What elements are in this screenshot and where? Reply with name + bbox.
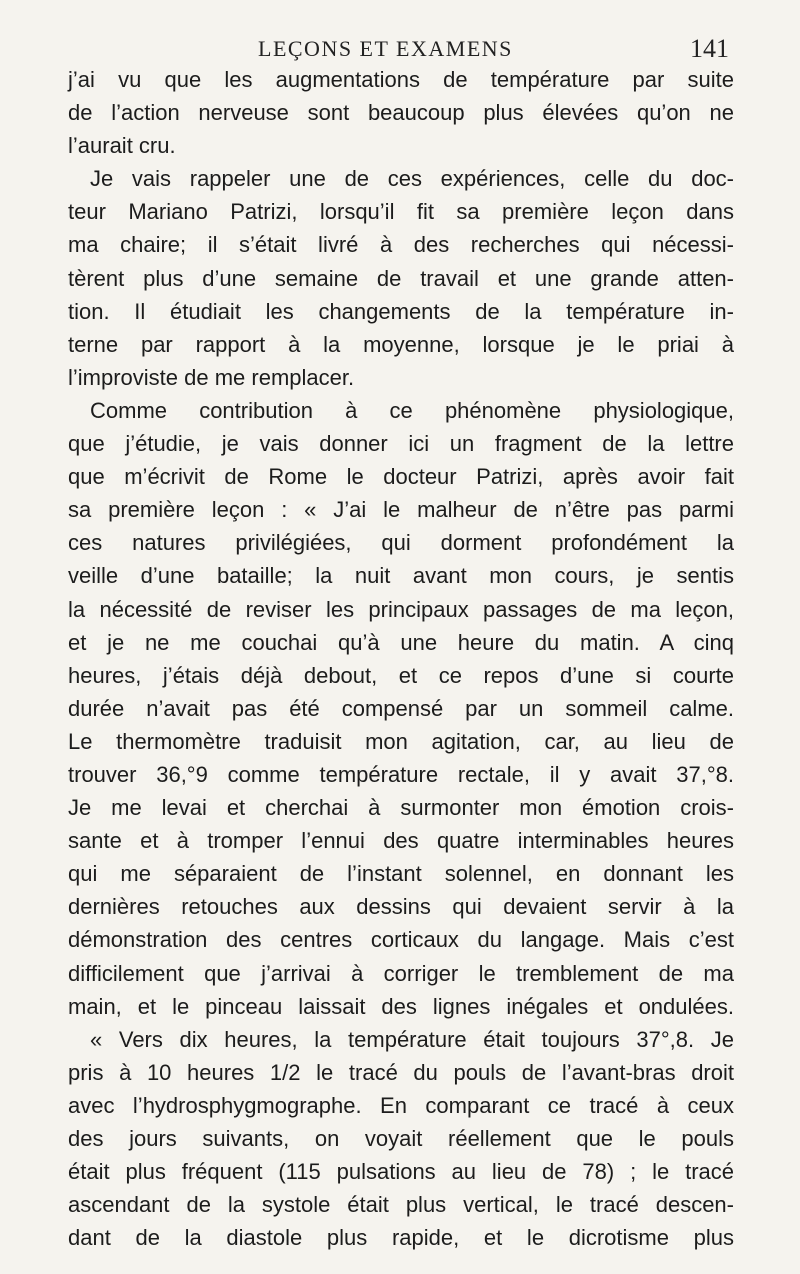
- text-line: main, et le pinceau laissait des lignes inégales et ondulées.: [68, 993, 734, 1019]
- text-line: trouver 36,°9 comme température rectale, il y avait 37,°8.: [68, 761, 734, 787]
- text-line: la nécessité de reviser les principaux passages de ma leçon,: [68, 596, 734, 622]
- text-line: sa première leçon : « J’ai le malheur de n’être pas parmi: [68, 497, 734, 523]
- text-line: difficilement que j’arrivai à corriger le tremblement de ma: [68, 960, 734, 986]
- text-line: ascendant de la systole était plus vertical, le tracé descen-: [68, 1192, 734, 1218]
- text-line: durée n’avait pas été compensé par un sommeil calme.: [68, 695, 734, 721]
- text-line: heures, j’étais déjà debout, et ce repos d’une si courte: [68, 662, 734, 688]
- page-number: 141: [690, 34, 729, 63]
- text-line: l’improviste de me remplacer.: [68, 364, 355, 390]
- text-line: teur Mariano Patrizi, lorsqu’il fit sa première leçon dans: [68, 199, 734, 225]
- text-line: Je me levai et cherchai à surmonter mon émotion crois-: [68, 795, 734, 821]
- body-text: [68, 63, 734, 1254]
- text-line: et je ne me couchai qu’à une heure du matin. A cinq: [68, 629, 734, 655]
- text-line: que m’écrivit de Rome le docteur Patrizi, après avoir fait: [68, 464, 734, 490]
- text-line: que j’étudie, je vais donner ici un fragment de la lettre: [68, 431, 734, 457]
- text-line: ma chaire; il s’était livré à des recherches qui nécessi-: [68, 232, 734, 258]
- running-head: [0, 36, 800, 66]
- text-line: Je vais rappeler une de ces expériences, celle du doc-: [90, 166, 734, 192]
- text-line: était plus fréquent (115 pulsations au lieu de 78) ; le tracé: [68, 1159, 734, 1185]
- text-line: dant de la diastole plus rapide, et le dicrotisme plus: [68, 1225, 734, 1251]
- text-line: tèrent plus d’une semaine de travail et une grande atten-: [68, 265, 734, 291]
- text-line: terne par rapport à la moyenne, lorsque je le priai à: [68, 331, 734, 357]
- text-line: tion. Il étudiait les changements de la température in-: [68, 298, 734, 324]
- running-title: LEÇONS ET EXAMENS: [258, 36, 513, 61]
- text-line: Comme contribution à ce phénomène physiologique,: [90, 397, 734, 423]
- text-line: veille d’une bataille; la nuit avant mon cours, je sentis: [68, 563, 734, 589]
- text-line: qui me séparaient de l’instant solennel, en donnant les: [68, 861, 734, 887]
- text-line: Le thermomètre traduisit mon agitation, car, au lieu de: [68, 728, 734, 754]
- text-line: « Vers dix heures, la température était toujours 37°,8. Je: [90, 1026, 734, 1052]
- text-line: sante et à tromper l’ennui des quatre interminables heures: [68, 828, 734, 854]
- text-line: des jours suivants, on voyait réellement que le pouls: [68, 1126, 734, 1151]
- text-line: dernières retouches aux dessins qui devaient servir à la: [68, 894, 734, 920]
- text-line: j’ai vu que les augmentations de température par suite: [68, 67, 734, 92]
- text-line: ces natures privilégiées, qui dorment profondément la: [68, 530, 734, 556]
- text-line: avec l’hydrosphygmographe. En comparant ce tracé à ceux: [68, 1092, 734, 1118]
- text-line: l’aurait cru.: [68, 133, 176, 159]
- text-line: de l’action nerveuse sont beaucoup plus élevées qu’on ne: [68, 100, 734, 126]
- text-line: démonstration des centres corticaux du langage. Mais c’est: [68, 927, 734, 953]
- text-line: pris à 10 heures 1/2 le tracé du pouls de l’avant-bras droit: [68, 1059, 734, 1085]
